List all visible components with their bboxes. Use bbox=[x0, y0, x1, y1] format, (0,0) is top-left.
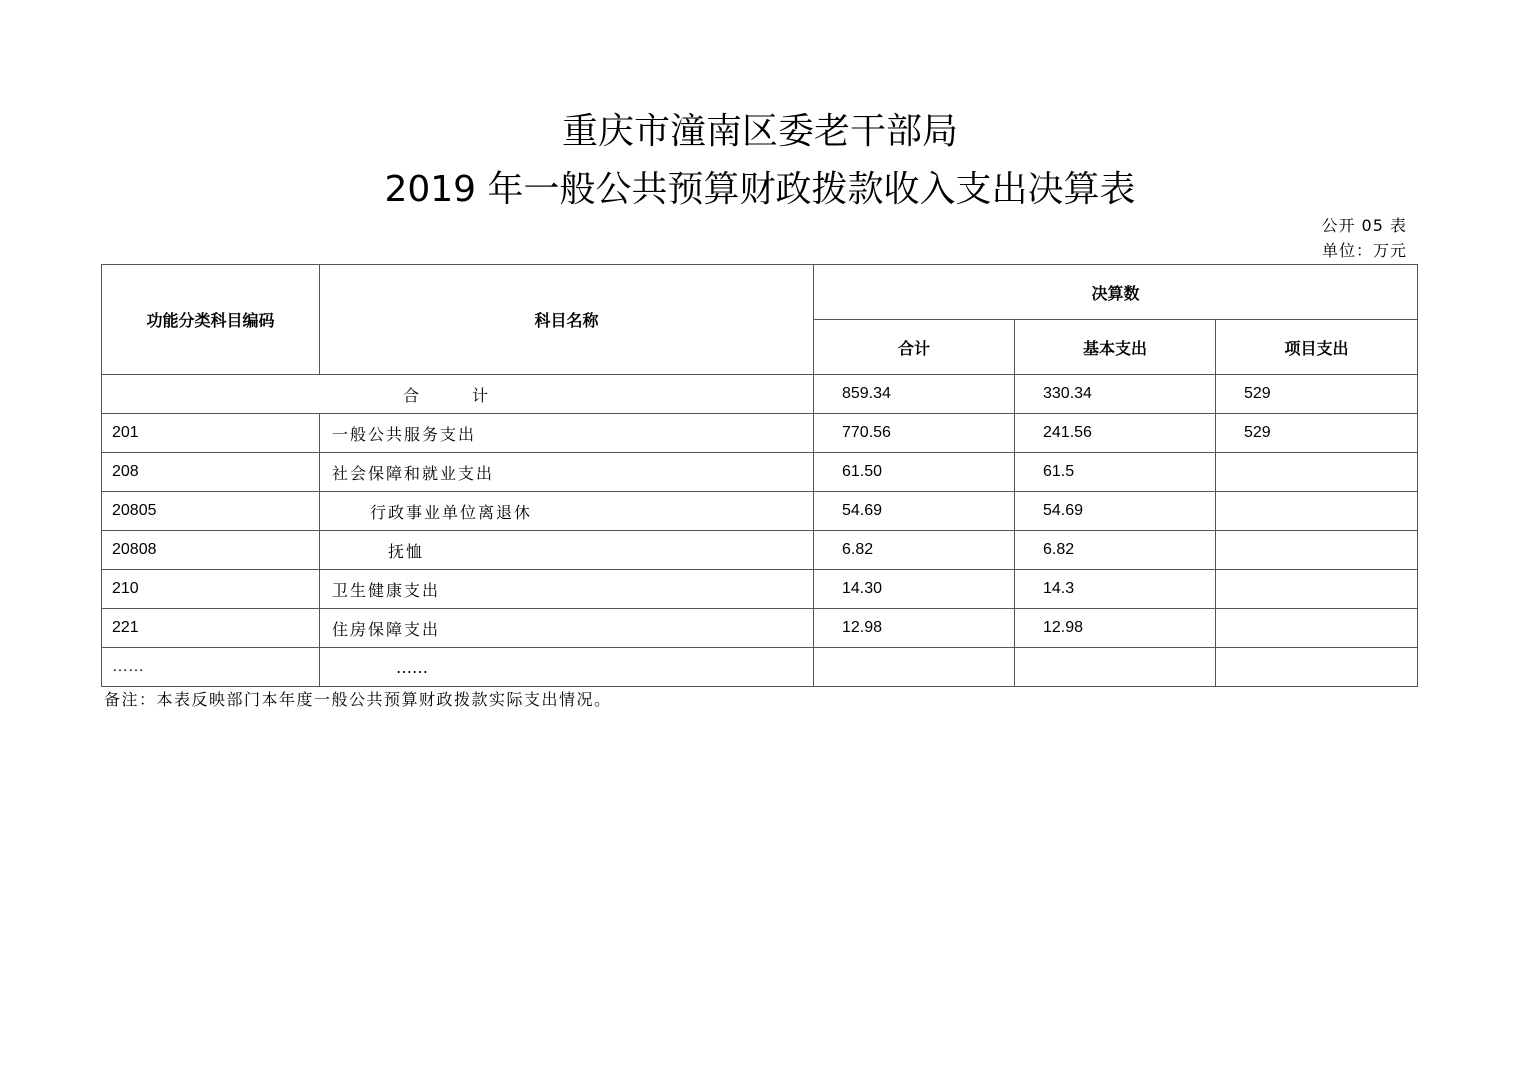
row-basic: 14.3 bbox=[1015, 570, 1216, 609]
row-project: 529 bbox=[1216, 414, 1418, 453]
total-project: 529 bbox=[1216, 375, 1418, 414]
row-project bbox=[1216, 570, 1418, 609]
table-row bbox=[102, 570, 1418, 609]
row-project bbox=[1216, 453, 1418, 492]
row-project bbox=[1216, 492, 1418, 531]
row-code: …… bbox=[102, 648, 320, 687]
row-project bbox=[1216, 648, 1418, 687]
row-basic: 54.69 bbox=[1015, 492, 1216, 531]
table-row bbox=[102, 414, 1418, 453]
table-row bbox=[102, 609, 1418, 648]
row-total: 6.82 bbox=[814, 531, 1015, 570]
row-code: 208 bbox=[102, 453, 320, 492]
row-total: 14.30 bbox=[814, 570, 1015, 609]
unit-label: 单位：万元 bbox=[1321, 241, 1407, 260]
form-number: 公开 05 表 bbox=[1321, 216, 1407, 235]
header-group: 决算数 bbox=[814, 265, 1418, 320]
table-row bbox=[102, 648, 1418, 687]
row-name: 住房保障支出 bbox=[320, 609, 814, 648]
row-code: 221 bbox=[102, 609, 320, 648]
row-total: 770.56 bbox=[814, 414, 1015, 453]
row-basic: 6.82 bbox=[1015, 531, 1216, 570]
page-subtitle: 2019 年一般公共预算财政拨款收入支出决算表 bbox=[384, 169, 1136, 210]
table-row bbox=[102, 453, 1418, 492]
table-row bbox=[102, 531, 1418, 570]
header-total: 合计 bbox=[814, 320, 1015, 375]
row-code: 201 bbox=[102, 414, 320, 453]
row-project bbox=[1216, 609, 1418, 648]
footnote: 备注：本表反映部门本年度一般公共预算财政拨款实际支出情况。 bbox=[104, 690, 612, 709]
row-name: 行政事业单位离退休 bbox=[320, 492, 814, 531]
row-name: 社会保障和就业支出 bbox=[320, 453, 814, 492]
table-row bbox=[102, 492, 1418, 531]
row-project bbox=[1216, 531, 1418, 570]
total-basic: 330.34 bbox=[1015, 375, 1216, 414]
row-name: …… bbox=[320, 648, 814, 687]
row-total: 61.50 bbox=[814, 453, 1015, 492]
row-total bbox=[814, 648, 1015, 687]
total-row bbox=[102, 375, 1418, 414]
header-basic: 基本支出 bbox=[1015, 320, 1216, 375]
header-code: 功能分类科目编码 bbox=[102, 265, 320, 375]
total-label: 合 计 bbox=[102, 375, 814, 414]
header-name: 科目名称 bbox=[320, 265, 814, 375]
budget-table bbox=[101, 264, 1418, 687]
row-total: 12.98 bbox=[814, 609, 1015, 648]
page-title: 重庆市潼南区委老干部局 bbox=[561, 111, 958, 152]
row-name: 一般公共服务支出 bbox=[320, 414, 814, 453]
total-total: 859.34 bbox=[814, 375, 1015, 414]
row-basic: 241.56 bbox=[1015, 414, 1216, 453]
row-code: 210 bbox=[102, 570, 320, 609]
row-name: 抚恤 bbox=[320, 531, 814, 570]
header-project: 项目支出 bbox=[1216, 320, 1418, 375]
row-name: 卫生健康支出 bbox=[320, 570, 814, 609]
row-code: 20808 bbox=[102, 531, 320, 570]
row-code: 20805 bbox=[102, 492, 320, 531]
row-basic: 61.5 bbox=[1015, 453, 1216, 492]
row-basic: 12.98 bbox=[1015, 609, 1216, 648]
row-basic bbox=[1015, 648, 1216, 687]
row-total: 54.69 bbox=[814, 492, 1015, 531]
